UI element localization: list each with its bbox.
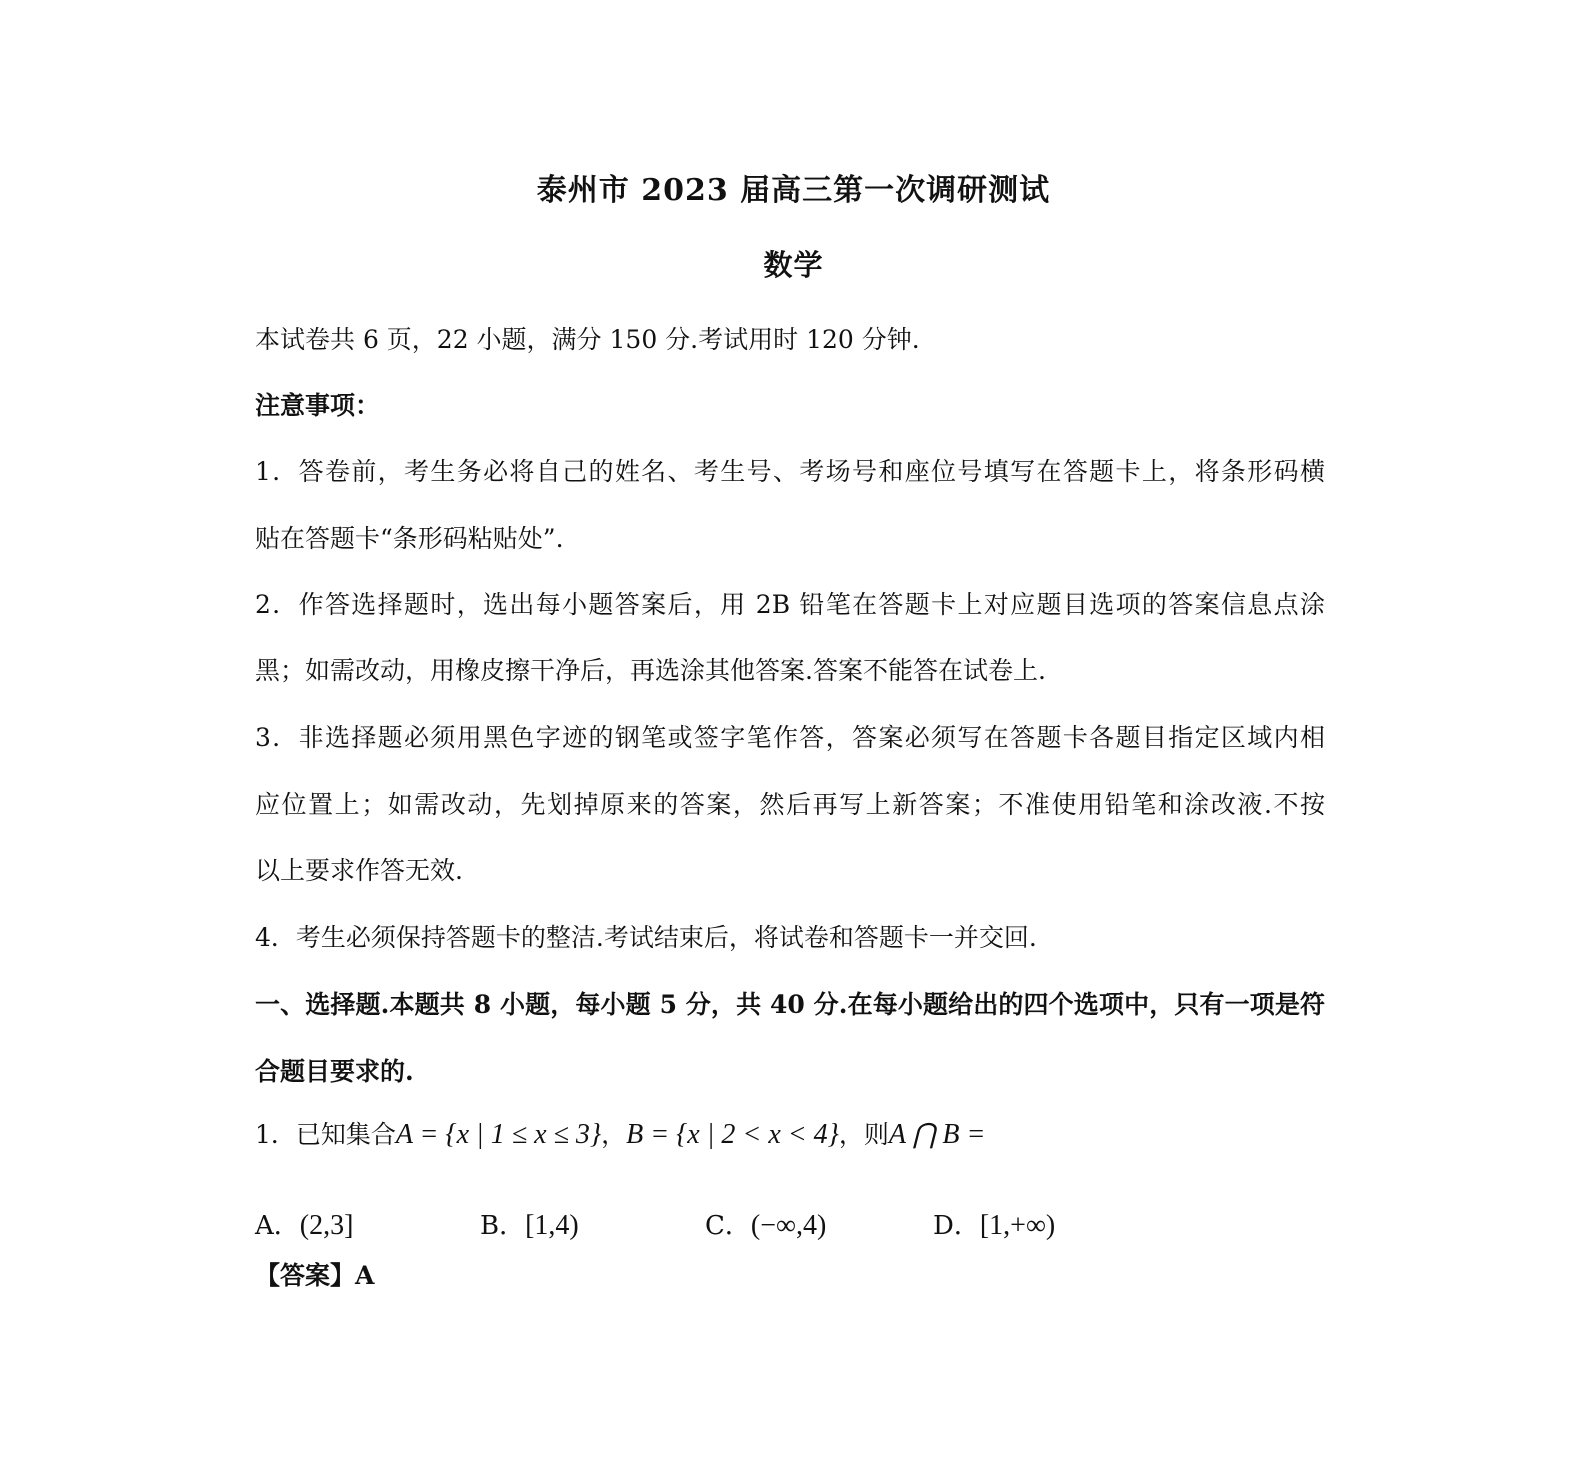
question-1-answer bbox=[255, 1256, 1325, 1292]
question-1-stem bbox=[255, 1115, 1325, 1151]
notice-heading: 注意事项： bbox=[255, 391, 381, 420]
section-1-heading-line-2: 合题目要求的. bbox=[255, 1057, 414, 1086]
subject-title: 数学 bbox=[763, 248, 824, 282]
notice-item-1-line-1: 1．答卷前，考生务必将自己的姓名、考生号、考场号和座位号填写在答题卡上，将条形码横 bbox=[255, 457, 1325, 486]
set-b-formula: B = {x | 2 < x < 4} bbox=[626, 1119, 839, 1150]
notice-item-4-line-1: 4．考生必须保持答题卡的整洁.考试结束后，将试卷和答题卡一并交回. bbox=[255, 923, 1037, 952]
option-d-letter: D． bbox=[933, 1211, 980, 1241]
option-a bbox=[255, 1205, 353, 1242]
option-a-letter: A． bbox=[255, 1211, 300, 1241]
option-a-value: (2,3] bbox=[299, 1210, 354, 1241]
page-title: 泰州市 2023 届高三第一次调研测试 bbox=[536, 173, 1051, 208]
option-c bbox=[705, 1205, 826, 1242]
notice-item-3-line-2: 应位置上；如需改动，先划掉原来的答案，然后再写上新答案；不准使用铅笔和涂改液.不按 bbox=[255, 790, 1325, 819]
option-b-value: [1,4) bbox=[525, 1210, 579, 1241]
set-a-formula: A = {x | 1 ≤ x ≤ 3} bbox=[395, 1119, 602, 1150]
notice-item-2-line-1: 2．作答选择题时，选出每小题答案后，用 2B 铅笔在答题卡上对应题目选项的答案信息点涂 bbox=[255, 590, 1325, 619]
question-1-separator: ， bbox=[601, 1120, 627, 1149]
question-1-options bbox=[255, 1205, 1325, 1245]
answer-value: A bbox=[355, 1261, 375, 1290]
option-d bbox=[933, 1205, 1055, 1242]
notice-item-2-line-2: 黑；如需改动，用橡皮擦干净后，再选涂其他答案.答案不能答在试卷上. bbox=[255, 656, 1046, 685]
option-c-letter: C． bbox=[705, 1211, 751, 1241]
intersection-formula: A ⋂ B = bbox=[888, 1119, 986, 1150]
notice-item-3-line-1: 3．非选择题必须用黑色字迹的钢笔或签字笔作答，答案必须写在答题卡各题目指定区域内相 bbox=[255, 723, 1325, 752]
notice-item-1-line-2: 贴在答题卡“条形码粘贴处”. bbox=[255, 524, 564, 553]
option-b-letter: B． bbox=[480, 1211, 526, 1241]
answer-label: 【答案】 bbox=[255, 1261, 356, 1290]
notice-item-3-line-3: 以上要求作答无效. bbox=[255, 856, 463, 885]
question-1-prefix: 1．已知集合 bbox=[255, 1120, 396, 1149]
option-c-value: (−∞,4) bbox=[750, 1210, 827, 1241]
question-1-connector: ，则 bbox=[838, 1120, 889, 1149]
section-1-heading-line-1: 一、选择题.本题共 8 小题，每小题 5 分，共 40 分.在每小题给出的四个选项中，只有一项是符 bbox=[255, 990, 1325, 1019]
option-b bbox=[480, 1205, 579, 1242]
exam-intro: 本试卷共 6 页，22 小题，满分 150 分.考试用时 120 分钟. bbox=[255, 325, 920, 354]
option-d-value: [1,+∞) bbox=[979, 1210, 1056, 1241]
